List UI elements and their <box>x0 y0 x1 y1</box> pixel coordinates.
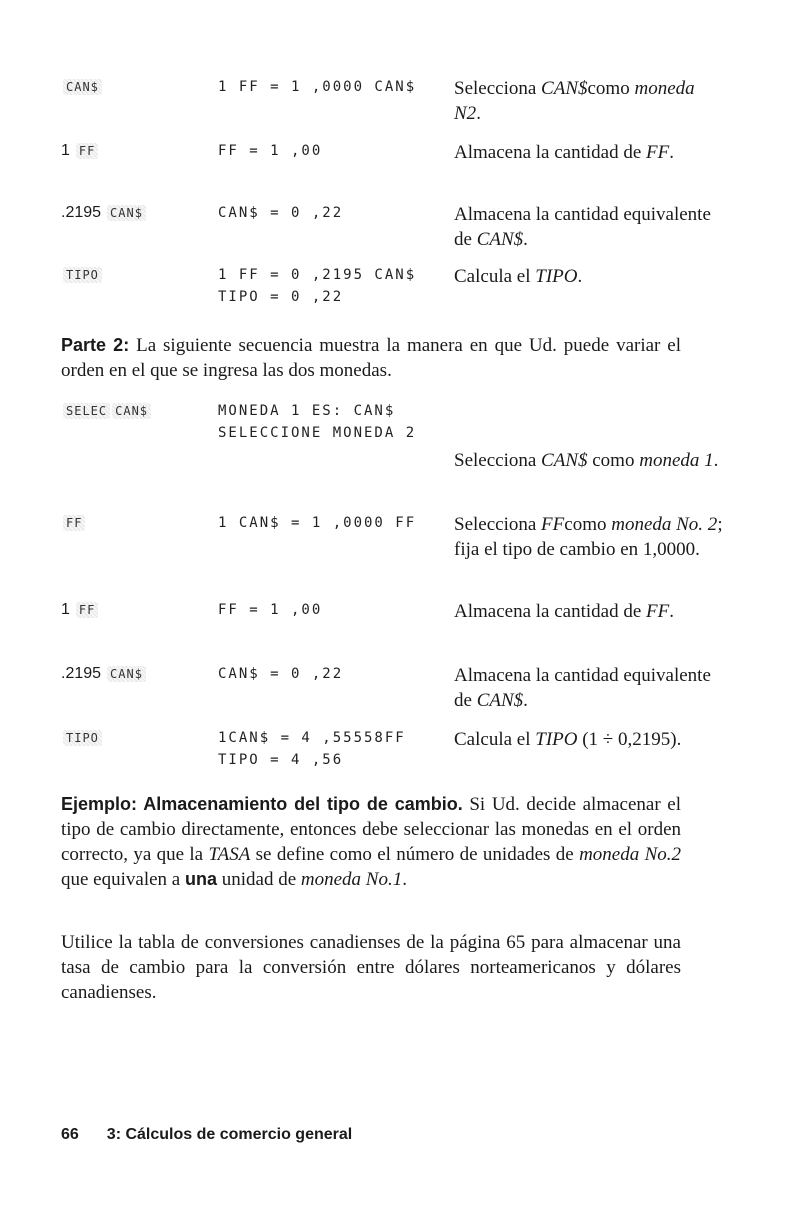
keystroke-sequence <box>61 204 146 222</box>
description-text: TIPO <box>535 266 578 287</box>
display-line: 1CAN$ = 4 ,55558FF <box>218 730 406 746</box>
display-line: TIPO = 0 ,22 <box>218 289 344 305</box>
step-description <box>454 727 724 752</box>
description-text: Almacena la cantidad de <box>454 601 647 622</box>
description-text: moneda 1 <box>639 450 714 471</box>
calculator-display <box>218 202 343 224</box>
description-text: . <box>669 142 674 163</box>
description-text: . <box>577 266 583 287</box>
example-text: unidad de <box>217 869 301 890</box>
description-text: moneda No. 2 <box>611 514 718 535</box>
entered-number: 1 <box>61 142 70 159</box>
step-description <box>454 264 724 289</box>
display-line: 1 FF = 0 ,2195 CAN$ <box>218 267 417 283</box>
description-text: Almacena la cantidad equivalente de <box>454 204 711 250</box>
display-line: FF = 1 ,00 <box>218 143 323 159</box>
calculator-display <box>218 400 416 444</box>
menu-key: TIPO <box>63 267 102 283</box>
display-line: MONEDA 1 ES: CAN$ <box>218 403 396 419</box>
description-text: FF <box>541 514 565 535</box>
display-line: 1 FF = 1 ,0000 CAN$ <box>218 79 417 95</box>
description-text: . <box>476 103 481 124</box>
keystroke-sequence <box>61 402 151 420</box>
step-description <box>454 76 724 126</box>
menu-key: CAN$ <box>112 403 151 419</box>
example-text: se define como el número de unidades de <box>250 844 580 865</box>
description-text: como <box>587 78 630 99</box>
description-text: . <box>713 450 719 471</box>
calculator-display <box>218 727 406 771</box>
description-text: Almacena la cantidad equivalente de <box>454 665 711 711</box>
step-description <box>454 512 724 562</box>
entered-number: .2195 <box>61 665 102 682</box>
entered-number: .2195 <box>61 204 102 221</box>
menu-key: FF <box>63 515 85 531</box>
example-text: . <box>402 869 407 890</box>
display-line: CAN$ = 0 ,22 <box>218 666 344 682</box>
keystroke-sequence <box>61 142 98 160</box>
description-text: TIPO <box>535 729 578 750</box>
instruction-paragraph: Utilice la tabla de conversiones canadienses de la página 65 para almacenar una tasa de cambio para la conversión entre dólares norteamericanos y dólares canadienses. <box>61 932 681 1003</box>
description-text: Calcula el <box>454 729 536 750</box>
keystroke-sequence <box>61 665 146 683</box>
calculator-display <box>218 663 343 685</box>
page-number: 66 <box>61 1126 79 1143</box>
description-text: FF <box>646 142 670 163</box>
example-term: TASA <box>208 844 251 865</box>
chapter-title: 3: Cálculos de comercio general <box>106 1126 353 1143</box>
step-description <box>454 663 724 713</box>
description-text: CAN$ <box>541 450 588 471</box>
description-text: . <box>669 601 674 622</box>
keystroke-sequence <box>61 729 102 747</box>
display-line: FF = 1 ,00 <box>218 602 323 618</box>
menu-key: CAN$ <box>63 79 102 95</box>
menu-key: CAN$ <box>107 666 146 682</box>
menu-key: FF <box>76 143 98 159</box>
entered-number: 1 <box>61 601 70 618</box>
step-description <box>454 448 724 473</box>
description-text: moneda N2 <box>454 78 695 124</box>
example-heading: Ejemplo: Almacenamiento del tipo de cambio. <box>61 794 463 814</box>
menu-key: FF <box>76 602 98 618</box>
description-text: (1 ÷ 0,2195). <box>577 729 682 750</box>
example-text: que equivalen a <box>61 869 185 890</box>
page-footer <box>61 1126 352 1144</box>
keystroke-sequence <box>61 78 102 96</box>
example-emphasis: una <box>184 869 217 889</box>
description-text: CAN$ <box>476 229 524 250</box>
part2-heading: Parte 2: <box>61 335 130 355</box>
keystroke-sequence <box>61 514 85 532</box>
calculator-display <box>218 599 322 621</box>
display-line: CAN$ = 0 ,22 <box>218 205 344 221</box>
description-text: Selecciona <box>454 514 542 535</box>
calculator-display <box>218 264 416 308</box>
description-text: Selecciona <box>454 450 542 471</box>
description-text: . <box>523 229 528 250</box>
keystroke-sequence <box>61 266 102 284</box>
menu-key: CAN$ <box>107 205 146 221</box>
example-paragraph <box>61 792 681 892</box>
display-line: 1 CAN$ = 1 ,0000 FF <box>218 515 417 531</box>
step-description <box>454 140 724 165</box>
description-text: . <box>523 690 528 711</box>
description-text: como <box>564 514 612 535</box>
display-line: TIPO = 4 ,56 <box>218 752 344 768</box>
description-text: CAN$ <box>476 690 524 711</box>
description-text: FF <box>646 601 670 622</box>
description-text: CAN$ <box>541 78 588 99</box>
calculator-display <box>218 512 416 534</box>
menu-key: TIPO <box>63 730 102 746</box>
display-line: SELECCIONE MONEDA 2 <box>218 425 417 441</box>
calculator-display <box>218 76 416 98</box>
example-term: moneda No.1 <box>300 869 403 890</box>
description-text: Calcula el <box>454 266 536 287</box>
menu-key: SELEC <box>63 403 110 419</box>
description-text: ; fija el tipo de cambio en 1,0000. <box>454 514 723 560</box>
keystroke-sequence <box>61 601 98 619</box>
part2-intro <box>61 333 681 383</box>
step-description <box>454 202 724 252</box>
description-text: Almacena la cantidad de <box>454 142 647 163</box>
step-description <box>454 599 724 624</box>
part2-text: La siguiente secuencia muestra la manera en que Ud. puede variar el orden en el que se ingresa las dos monedas. <box>61 335 681 381</box>
example-term: moneda No.2 <box>579 844 681 865</box>
description-text: como <box>587 450 640 471</box>
description-text: Selecciona <box>454 78 542 99</box>
example-text: Si Ud. decide almacenar el tipo de cambio directamente, entonces debe seleccionar las monedas en el orden correcto, ya que la <box>61 794 681 865</box>
calculator-display <box>218 140 322 162</box>
